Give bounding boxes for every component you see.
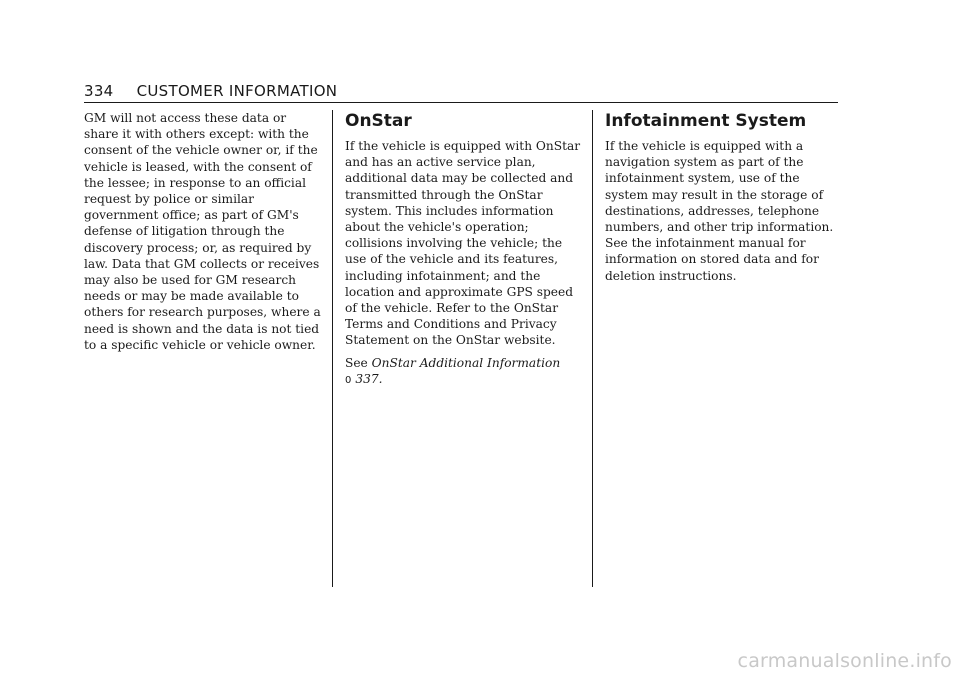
see-label: See <box>345 355 368 370</box>
section-title: CUSTOMER INFORMATION <box>136 82 338 100</box>
column-infotainment <box>605 110 841 290</box>
cross-reference <box>345 355 581 389</box>
column-divider <box>332 110 333 587</box>
section-heading-infotainment: Infotainment System <box>605 111 807 131</box>
column-onstar <box>345 110 581 395</box>
body-paragraph: If the vehicle is equipped with a navigation system as part of the infotainment system, use of the system may result in the storage of destinations, addresses, telephone numbers, and other trip information. See the infotainment manual for information on stored data and for deletion instructions. <box>605 139 834 283</box>
xref-page-link[interactable]: 337. <box>355 371 383 386</box>
section-heading-onstar: OnStar <box>345 111 412 131</box>
column-left <box>84 110 324 359</box>
column-divider <box>592 110 593 587</box>
page-header <box>84 80 838 103</box>
watermark: carmanualsonline.info <box>737 650 952 672</box>
body-paragraph: GM will not access these data or share it with others except: with the consent of the vehicle owner or, if the vehicle is leased, with the consent of the lessee; in response to an official request by police or similar government office; as part of GM's defense of litigation through the discovery process; or, as required by law. Data that GM collects or receives may also be used for GM research needs or may be made available to others for research purposes, where a need is shown and the data is not tied to a specific vehicle or vehicle owner. <box>84 111 321 352</box>
page-ref-icon: 0 <box>345 374 352 386</box>
body-paragraph: If the vehicle is equipped with OnStar and has an active service plan, additional data may be collected and transmitted through the OnStar system. This includes information about the vehicle's operation; collisions involving the vehicle; the use of the vehicle and its features, including infotainment; and the location and approximate GPS speed of the vehicle. Refer to the OnStar Terms and Conditions and Privacy Statement on the OnStar website. <box>345 139 581 348</box>
page-number: 334 <box>84 82 114 100</box>
xref-title-link[interactable]: OnStar Additional Information <box>371 355 561 370</box>
